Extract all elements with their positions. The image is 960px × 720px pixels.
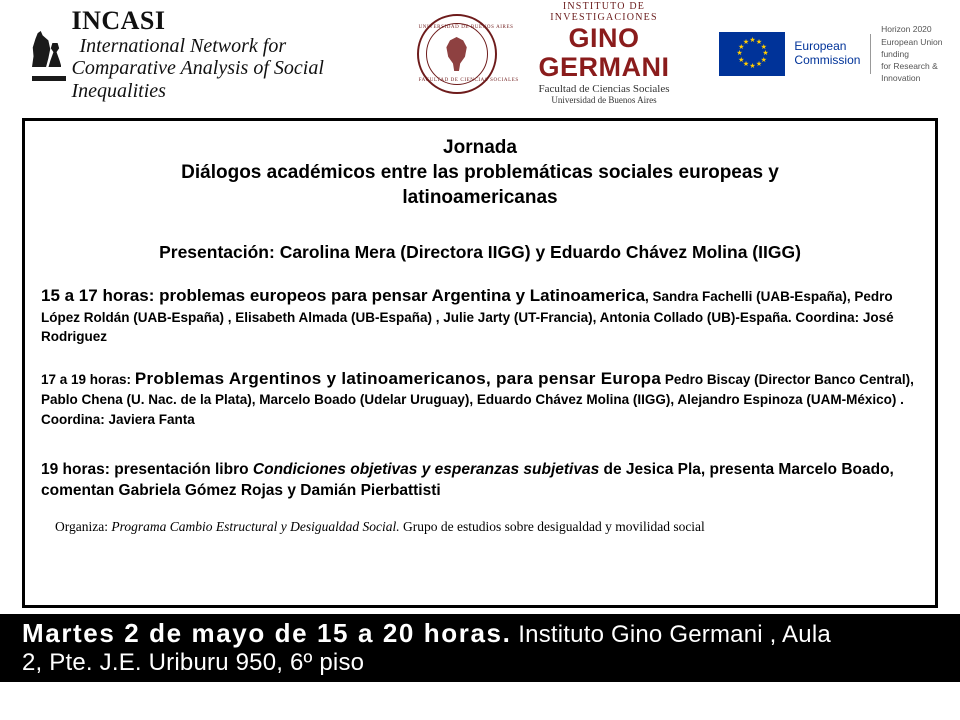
session-17-19 [41,368,919,429]
eu-star-icon: ★ [755,61,763,69]
incasi-logo [32,6,377,102]
iigg-line4: Universidad de Buenos Aires [551,95,657,106]
organizer-line [41,519,919,535]
title-line-2: Diálogos académicos entre las problemáticas sociales europeas y [181,162,779,184]
eu-star-icon: ★ [755,38,763,46]
incasi-name: INCASI [71,5,166,35]
session-15-17 [41,285,919,346]
seal-top-text: UNIVERSIDAD DE BUENOS AIRES [418,25,514,30]
session-15-17-heading: 15 a 17 horas: problemas europeos para pensar Argentina y Latinoamerica [41,286,646,306]
eu-star-icon: ★ [736,50,743,57]
horizon-line2: European Union funding [881,36,943,59]
title-line-1: Jornada [443,137,517,158]
session-17-19-heading: Problemas Argentinos y latinoamericanos, para pensar Europa [134,368,662,388]
iigg-line2: GINO GERMANI [538,22,670,82]
logo-divider [870,34,871,74]
organizer-label: Organiza: [55,519,112,535]
eu-star-icon: ★ [738,43,745,51]
logo-header-strip [0,0,960,108]
poster-body [22,118,938,608]
poster-title [41,135,919,210]
iigg-line3: Facultad de Ciencias Sociales [538,83,670,96]
iigg-logo [513,2,696,106]
footer-date-time: Martes 2 de mayo de 15 a 20 horas. [22,618,512,648]
eu-star-icon: ★ [760,43,767,51]
chess-pieces-icon [32,27,61,81]
eu-star-icon: ★ [749,37,756,44]
eu-star-icon: ★ [742,38,750,46]
eu-star-icon: ★ [742,61,750,69]
footer-banner [0,614,960,682]
eu-label-line1: European [794,39,847,54]
eu-label-line2: Commission [794,53,861,67]
session-19-suffix: de Jesica Pla, presenta Marcelo Boado, comentan Gabriela Gómez Rojas y Damián Pierbattisti [41,460,894,500]
footer-address: 2, Pte. J.E. Uriburu 950, 6º piso [22,649,365,677]
session-19-book-presentation [41,459,919,502]
horizon-line3: for Research & Innovation [881,61,938,84]
organizer-rest: Grupo de estudios sobre desigualdad y movilidad social [399,519,705,535]
footer-venue: Instituto Gino Germani , Aula [511,621,831,648]
eu-star-icon: ★ [738,56,745,64]
european-commission-label [794,40,860,68]
session-17-19-prefix: 17 a 19 horas: [41,371,135,387]
horizon-line1: Horizon 2020 [881,24,932,35]
title-line-3: latinoamericanas [402,187,558,209]
eu-star-icon: ★ [749,63,756,70]
session-15-17-body: , Sandra Fachelli (UAB-España), Pedro López Roldán (UAB-España) , Elisabeth Almada (UB-España) , Julie Jarty (UT-Francia), Antonia Collado (UB)-España. Coordina: José Rodriguez [41,289,894,344]
incasi-subtitle-line2: Comparative Analysis of Social Inequalities [71,57,324,102]
footer-line-1 [22,618,960,649]
book-title: Condiciones objetivas y esperanzas subjetivas [252,460,600,478]
session-19-prefix: 19 horas: presentación libro [41,460,253,478]
presentation-line: Presentación: Carolina Mera (Directora IIGG) y Eduardo Chávez Molina (IIGG) [159,242,801,263]
incasi-logo-text [71,6,376,102]
horizon-funding-text [881,23,946,85]
organizer-program: Programa Cambio Estructural y Desigualdad Social. [111,519,400,535]
eu-star-icon: ★ [760,56,767,64]
seal-bottom-text: FACULTAD DE CIENCIAS SOCIALES [418,78,519,83]
european-union-flag-icon [719,32,785,76]
university-seal-icon [417,14,519,94]
iigg-line1: INSTITUTO DE INVESTIGACIONES [550,1,658,24]
incasi-subtitle-line1: International Network for [79,34,287,57]
eu-star-icon: ★ [762,50,769,57]
session-17-19-body: Pedro Biscay (Director Banco Central), Pablo Chena (U. Nac. de la Plata), Marcelo Boado (Udelar Uruguay), Eduardo Chávez Molina (IIGG), Alejandro Espinoza (UAM-México) . Coordina: Javiera Fanta [41,371,914,427]
european-commission-logo [719,23,946,85]
